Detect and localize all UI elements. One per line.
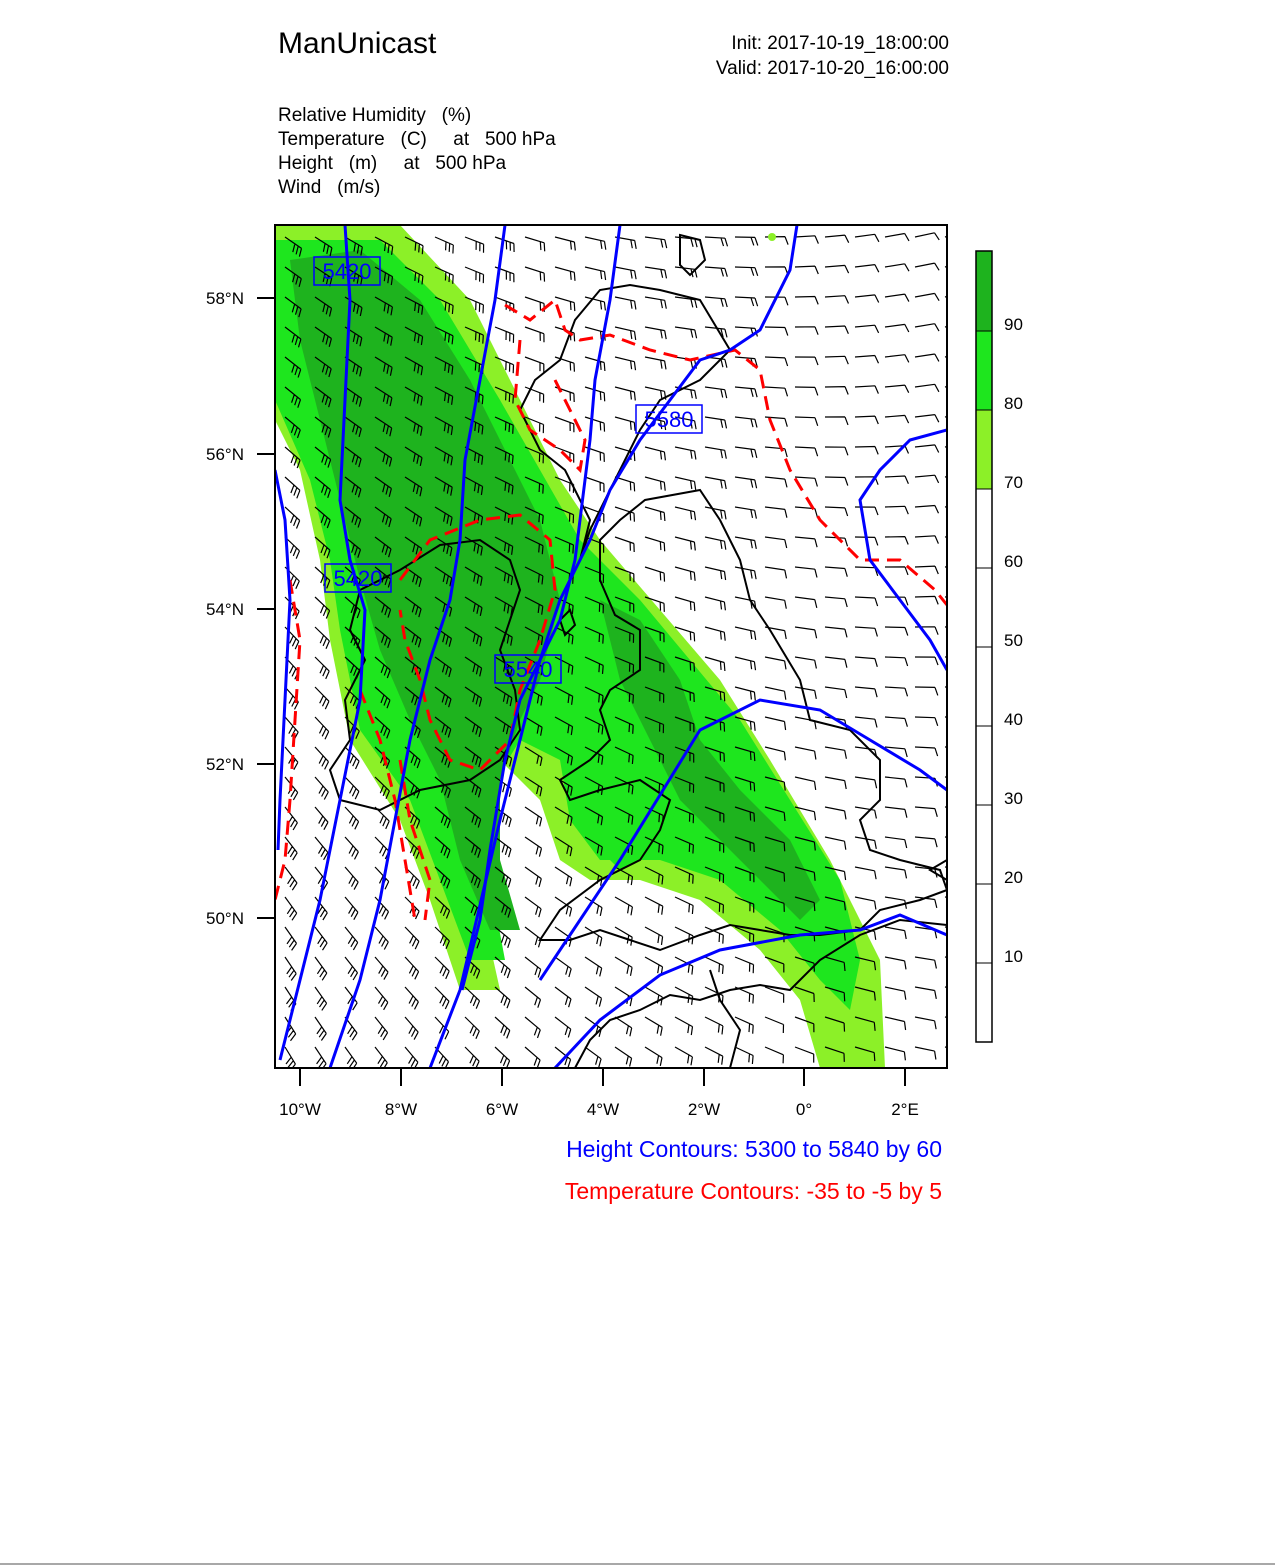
lat-label-56: 56°N xyxy=(206,445,244,464)
colorbar-label-90: 90 xyxy=(1004,315,1023,334)
lat-label-52: 52°N xyxy=(206,755,244,774)
svg-text:5420: 5420 xyxy=(333,566,383,591)
variable-rh: Relative Humidity (%) xyxy=(278,105,472,126)
lon-label-2w: 2°W xyxy=(687,1100,721,1119)
height-label-1 xyxy=(314,257,380,285)
colorbar-label-10: 10 xyxy=(1004,947,1023,966)
lat-label-58: 58°N xyxy=(206,289,244,308)
lat-label-54: 54°N xyxy=(206,600,244,619)
colorbar-label-80: 80 xyxy=(1004,394,1023,413)
lon-label-10w: 10°W xyxy=(279,1100,321,1119)
app-title: ManUnicast xyxy=(278,27,437,60)
lon-label-8w: 8°W xyxy=(384,1100,418,1119)
lon-label-0: 0° xyxy=(795,1100,813,1119)
height-label-4 xyxy=(495,655,561,683)
colorbar-70-80 xyxy=(976,410,992,489)
colorbar-80-90 xyxy=(976,331,992,410)
bottom-divider xyxy=(0,1563,1275,1565)
variable-wind: Wind (m/s) xyxy=(278,177,381,198)
colorbar-label-30: 30 xyxy=(1004,789,1023,808)
colorbar-above-90 xyxy=(976,251,992,331)
latitude-axis xyxy=(257,298,275,918)
height-label-2 xyxy=(636,405,702,433)
colorbar-label-60: 60 xyxy=(1004,552,1023,571)
colorbar xyxy=(976,251,1023,1042)
colorbar-label-70: 70 xyxy=(1004,473,1023,492)
lon-label-6w: 6°W xyxy=(485,1100,519,1119)
colorbar-label-50: 50 xyxy=(1004,631,1023,650)
temperature-contour-caption: Temperature Contours: -35 to -5 by 5 xyxy=(564,1178,942,1204)
map-field xyxy=(275,225,969,1071)
valid-time: Valid: 2017-10-20_16:00:00 xyxy=(715,58,949,79)
lon-label-2e: 2°E xyxy=(891,1100,919,1119)
lat-label-50: 50°N xyxy=(206,909,244,928)
longitude-axis xyxy=(300,1068,905,1086)
lon-label-4w: 4°W xyxy=(586,1100,620,1119)
height-contour-caption: Height Contours: 5300 to 5840 by 60 xyxy=(566,1136,942,1162)
variable-height: Height (m) at 500 hPa xyxy=(278,153,507,174)
colorbar-label-20: 20 xyxy=(1004,868,1023,887)
init-time: Init: 2017-10-19_18:00:00 xyxy=(731,33,949,54)
colorbar-label-40: 40 xyxy=(1004,710,1023,729)
svg-text:5580: 5580 xyxy=(644,407,694,432)
colorbar-below-70 xyxy=(976,489,992,1042)
svg-text:5420: 5420 xyxy=(322,259,372,284)
height-label-3 xyxy=(325,564,391,592)
variable-temperature: Temperature (C) at 500 hPa xyxy=(278,129,556,150)
svg-text:5540: 5540 xyxy=(503,657,553,682)
